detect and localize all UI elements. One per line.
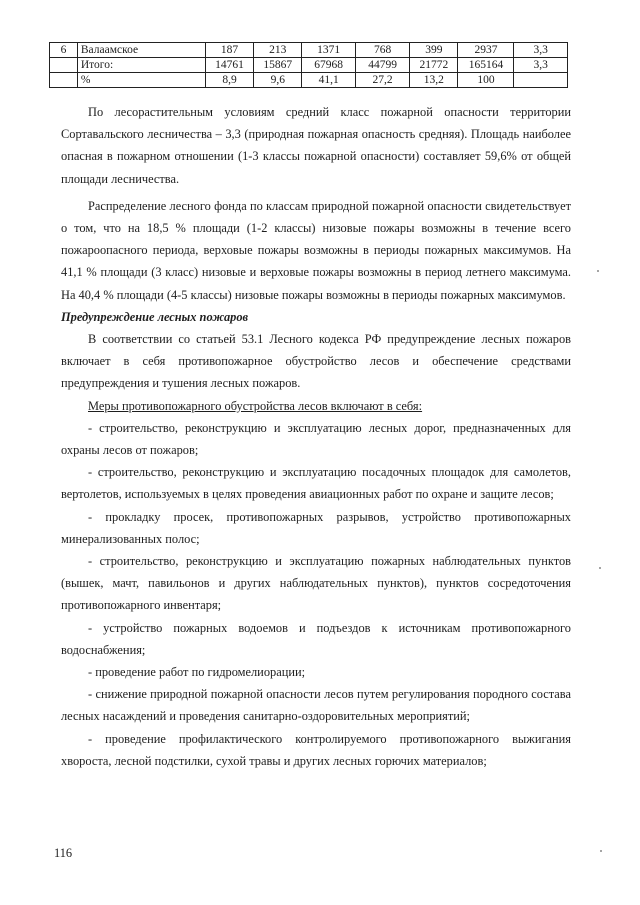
body-text	[61, 101, 571, 772]
list-item: - проведение работ по гидромелиорации;	[88, 665, 306, 680]
table-cell: 8,9	[205, 73, 253, 88]
list-item: - строительство, реконструкцию и эксплуатацию лесных дорог, предназначенных для охраны лесов от пожаров;	[61, 420, 571, 458]
row-index: 6	[50, 43, 78, 58]
table-cell: 41,1	[302, 73, 356, 88]
section-heading: Предупреждение лесных пожаров	[61, 309, 249, 324]
table-cell: 3,3	[514, 43, 568, 58]
table-cell: 9,6	[254, 73, 302, 88]
table-cell: 2937	[458, 43, 514, 58]
measures-title	[61, 395, 571, 417]
scan-speck	[597, 270, 599, 272]
table-cell: 399	[410, 43, 458, 58]
list-item: - строительство, реконструкцию и эксплуатацию пожарных наблюдательных пунктов (вышек, мачт, павильонов и других наблюдательных пунктов), пунктов сосредоточения противопожарного инвентаря;	[61, 554, 571, 613]
table-cell: 165164	[458, 58, 514, 73]
table-row	[50, 58, 568, 73]
table-cell: 27,2	[355, 73, 409, 88]
table-row	[50, 73, 568, 88]
table-row	[50, 43, 568, 58]
row-name: %	[77, 73, 205, 88]
fire-class-table	[49, 42, 568, 88]
row-index	[50, 73, 78, 88]
row-name: Итого:	[77, 58, 205, 73]
table-cell: 44799	[355, 58, 409, 73]
list-item: - строительство, реконструкцию и эксплуатацию посадочных площадок для самолетов, вертолетов, используемых в целях проведения авиационных работ по охране и защите лесов;	[61, 465, 571, 502]
table-cell: 100	[458, 73, 514, 88]
paragraph-forest-code: В соответствии со статьей 53.1 Лесного кодекса РФ предупреждение лесных пожаров включает в себя противопожарное обустройство лесов и обеспечение средствами предупреждения и тушения лесных пожаров.	[61, 332, 571, 391]
table-cell: 14761	[205, 58, 253, 73]
list-item: - снижение природной пожарной опасности лесов путем регулирования породного состава лесных насаждений и проведения санитарно-оздоровительных мероприятий;	[61, 687, 571, 724]
table-cell: 187	[205, 43, 253, 58]
scan-speck	[600, 850, 602, 852]
list-item: - проведение профилактического контролируемого противопожарного выжигания хвороста, лесной подстилки, сухой травы и других лесных горючих материалов;	[61, 731, 571, 768]
table-cell: 3,3	[514, 58, 568, 73]
table-cell	[514, 73, 568, 88]
scan-speck	[599, 567, 601, 569]
page-number: 116	[54, 846, 73, 860]
measures-title-text: Меры противопожарного обустройства лесов включают в себя:	[88, 398, 423, 413]
table-cell: 15867	[254, 58, 302, 73]
table-cell: 1371	[302, 43, 356, 58]
table-cell: 213	[254, 43, 302, 58]
row-name: Валаамское	[77, 43, 205, 58]
list-item: - устройство пожарных водоемов и подъездов к источникам противопожарного водоснабжения;	[61, 620, 571, 657]
table-cell: 13,2	[410, 73, 458, 88]
table-cell: 768	[355, 43, 409, 58]
paragraph-fire-class-average: По лесорастительным условиям средний класс пожарной опасности территории Сортавальского лесничества – 3,3 (природная пожарная опасность средняя). Площадь наиболее опасная в пожарном отношении (1-3 классы пожарной опасности) составляет 59,6% от общей площади лесничества.	[61, 105, 571, 186]
row-index	[50, 58, 78, 73]
paragraph-fire-distribution: Распределение лесного фонда по классам природной пожарной опасности свидетельствует о том, что на 18,5 % площади (1-2 классы) низовые пожары возможны в течение всего пожароопасного периода, верховые пожары возможны в периоды пожарных максимумов. На 41,1 % площади (3 класс) низовые и верховые пожары возможны в период летнего максимума. На 40,4 % площади (4-5 классы) низовые пожары возможны в периоды пожарных максимумов.	[61, 198, 571, 302]
list-item: - прокладку просек, противопожарных разрывов, устройство противопожарных минерализованных полос;	[61, 509, 571, 546]
table-cell: 21772	[410, 58, 458, 73]
table-cell: 67968	[302, 58, 356, 73]
